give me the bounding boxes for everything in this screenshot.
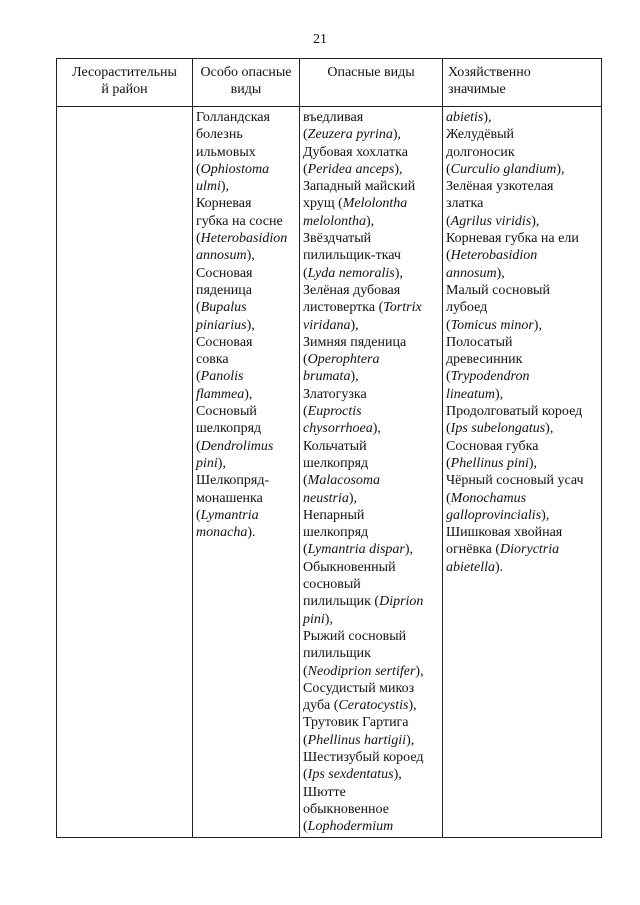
text-segment: долгоносик: [446, 144, 515, 160]
cell-line: [303, 299, 440, 316]
cell-line: [446, 161, 599, 178]
header-forest-region: [57, 59, 193, 107]
latin-name: Ceratocystis: [338, 698, 409, 714]
text-segment: Зелёная дубовая: [303, 282, 401, 298]
text-segment: ),: [531, 213, 540, 229]
latin-name: Heterobasidion: [450, 248, 538, 264]
text-segment: Желудёвый: [446, 127, 514, 143]
cell-line: [196, 161, 297, 178]
latin-name: Euproctis: [307, 404, 362, 420]
text-segment: (: [446, 455, 451, 471]
text-segment: (: [196, 438, 201, 454]
cell-line: [303, 766, 440, 783]
latin-name: Dioryctria: [500, 542, 560, 558]
cell-line: [446, 126, 599, 143]
cell-line: [303, 230, 440, 247]
latin-name: chysorrhoea: [303, 421, 373, 437]
cell-line: [303, 732, 440, 749]
page-number: 21: [313, 32, 327, 47]
cell-line: [303, 784, 440, 801]
text-segment: ),: [372, 421, 381, 437]
text-segment: (: [303, 352, 308, 368]
cell-line: [303, 317, 440, 334]
cell-line: [303, 663, 440, 680]
text-segment: ),: [394, 161, 403, 177]
text-segment: (: [303, 767, 308, 783]
latin-name: Phellinus pini: [450, 455, 529, 471]
cell-line: [196, 524, 297, 541]
text-segment: Зелёная узкотелая: [446, 179, 554, 195]
text-segment: Голландская: [196, 110, 270, 125]
header-line: виды: [230, 82, 262, 98]
text-segment: губка на сосне: [196, 213, 283, 229]
text-segment: ),: [246, 248, 255, 264]
text-segment: (: [446, 248, 451, 264]
cell-line: [303, 178, 440, 195]
text-segment: (: [196, 161, 201, 177]
text-segment: (: [303, 473, 308, 489]
cell-line: [303, 247, 440, 264]
cell-line: [196, 144, 297, 161]
cell-line: [303, 334, 440, 351]
latin-name: Malacosoma: [307, 473, 380, 489]
cell-line: [303, 801, 440, 818]
cell-line: [196, 178, 297, 195]
text-segment: Кольчатый: [303, 438, 367, 454]
latin-name: Agrilus viridis: [450, 213, 532, 229]
cell-line: [303, 576, 440, 593]
text-segment: ),: [415, 663, 424, 679]
latin-name: Phellinus hartigii: [307, 732, 407, 748]
text-segment: Сосновая губка: [446, 438, 539, 454]
text-segment: Полосатый: [446, 334, 513, 350]
latin-name: annosum: [196, 248, 247, 264]
cell-lines: [443, 109, 601, 576]
cell-line: [303, 697, 440, 714]
header-line: Опасные виды: [327, 65, 415, 80]
latin-name: annosum: [446, 265, 497, 281]
text-segment: (: [196, 231, 201, 247]
text-segment: ),: [483, 110, 492, 125]
text-segment: Сосудистый микоз: [303, 680, 415, 696]
cell-line: [446, 144, 599, 161]
text-segment: ),: [220, 179, 230, 195]
cell-line: [446, 299, 599, 316]
latin-name: Peridea anceps: [307, 161, 395, 177]
text-segment: (: [446, 369, 451, 385]
header-line: значимые: [448, 82, 506, 98]
text-segment: пилильщик: [303, 646, 371, 662]
latin-name: Curculio glandium: [450, 161, 557, 177]
text-segment: (: [446, 421, 451, 437]
latin-name: Neodiprion sertifer: [307, 663, 416, 679]
cell-line: [446, 334, 599, 351]
cell-line: [303, 368, 440, 385]
text-segment: Западный майский: [303, 179, 416, 195]
cell-line: [196, 317, 297, 334]
cell-line: [303, 403, 440, 420]
latin-name: neustria: [303, 490, 349, 506]
text-segment: ).: [495, 559, 504, 575]
text-segment: шелкопряд: [303, 525, 369, 541]
species-table: [56, 58, 602, 838]
latin-name: Diprion: [379, 594, 424, 610]
cell-line: [446, 230, 599, 247]
cell-line: [196, 247, 297, 264]
cell-line: [446, 472, 599, 489]
cell-line: [446, 438, 599, 455]
text-segment: Трутовик Гартига: [303, 715, 409, 731]
latin-name: Lymantria: [200, 507, 259, 523]
cell-dangerous: [300, 107, 443, 838]
cell-line: [446, 109, 599, 126]
table-row: [57, 107, 602, 838]
text-segment: ),: [393, 767, 402, 783]
text-segment: (: [303, 265, 308, 281]
cell-line: [446, 524, 599, 541]
latin-name: pini: [196, 455, 218, 471]
text-segment: въедливая: [303, 110, 364, 125]
text-segment: (: [303, 819, 308, 835]
text-segment: Зимняя пяденица: [303, 334, 407, 350]
text-segment: пилильщик (: [303, 594, 380, 610]
text-segment: ),: [394, 265, 403, 281]
cell-line: [196, 230, 297, 247]
text-segment: Обыкновенный: [303, 559, 396, 575]
text-segment: (: [303, 542, 308, 558]
cell-line: [303, 680, 440, 697]
text-segment: (: [303, 404, 308, 420]
cell-forest-region: [57, 107, 193, 838]
latin-name: viridana: [303, 317, 351, 333]
cell-line: [303, 490, 440, 507]
text-segment: Чёрный сосновый усач: [446, 473, 584, 489]
text-segment: (: [196, 300, 201, 316]
text-segment: пяденица: [196, 282, 252, 298]
text-segment: (: [446, 490, 451, 506]
text-segment: (: [303, 663, 308, 679]
latin-name: Tomicus minor: [450, 317, 534, 333]
text-segment: ),: [350, 317, 359, 333]
cell-line: [303, 282, 440, 299]
header-line: й район: [101, 82, 148, 98]
cell-line: [196, 455, 297, 472]
cell-line: [196, 109, 297, 126]
cell-lines: [300, 109, 442, 835]
text-segment: дуба (: [303, 698, 339, 714]
cell-line: [303, 559, 440, 576]
text-segment: Продолговатый короед: [446, 404, 583, 420]
cell-line: [196, 420, 297, 437]
text-segment: шелкопряд: [196, 421, 262, 437]
cell-line: [196, 472, 297, 489]
latin-name: Dendrolimus: [200, 438, 274, 454]
text-segment: пилильщик-ткач: [303, 248, 401, 264]
text-segment: Корневая: [196, 196, 252, 212]
text-segment: (: [196, 507, 201, 523]
cell-line: [303, 351, 440, 368]
cell-line: [446, 317, 599, 334]
latin-name: brumata: [303, 369, 351, 385]
text-segment: обыкновенное: [303, 801, 389, 817]
cell-line: [303, 161, 440, 178]
cell-line: [446, 178, 599, 195]
cell-line: [196, 438, 297, 455]
latin-name: Lymantria dispar: [307, 542, 405, 558]
text-segment: (: [446, 161, 451, 177]
text-segment: ),: [528, 455, 538, 471]
latin-name: flammea: [196, 386, 245, 402]
text-segment: лубоед: [446, 300, 488, 316]
text-segment: совка: [196, 352, 229, 368]
latin-name: monacha: [196, 525, 248, 541]
text-segment: Шелкопряд-: [196, 473, 270, 489]
cell-line: [446, 386, 599, 403]
text-segment: Шютте: [303, 784, 346, 800]
cell-line: [303, 126, 440, 143]
latin-name: Ips subelongatus: [450, 421, 546, 437]
text-segment: ).: [247, 525, 256, 541]
text-segment: Непарный: [303, 507, 365, 523]
text-segment: (: [196, 369, 201, 385]
cell-line: [446, 213, 599, 230]
cell-line: [446, 282, 599, 299]
cell-line: [446, 247, 599, 264]
text-segment: ),: [324, 611, 333, 627]
text-segment: (: [303, 732, 308, 748]
text-segment: златка: [446, 196, 484, 212]
text-segment: Звёздчатый: [303, 231, 372, 247]
text-segment: ),: [217, 455, 226, 471]
latin-name: Ophiostoma: [200, 161, 270, 177]
cell-line: [196, 507, 297, 524]
text-segment: огнёвка (: [446, 542, 501, 558]
text-segment: (: [303, 161, 308, 177]
latin-name: Melolontha: [342, 196, 408, 212]
cell-line: [196, 490, 297, 507]
cell-line: [196, 403, 297, 420]
text-segment: ),: [246, 317, 255, 333]
cell-line: [446, 559, 599, 576]
text-segment: ),: [541, 507, 550, 523]
text-segment: Сосновый: [196, 404, 257, 420]
latin-name: Panolis: [200, 369, 244, 385]
text-segment: ),: [495, 386, 504, 402]
latin-name: Trypodendron: [450, 369, 530, 385]
cell-line: [303, 507, 440, 524]
cell-line: [196, 368, 297, 385]
cell-line: [303, 109, 440, 126]
cell-line: [303, 541, 440, 558]
text-segment: Златогузка: [303, 386, 367, 402]
cell-economically-significant: [443, 107, 602, 838]
latin-name: pini: [303, 611, 325, 627]
latin-name: Ips sexdentatus: [307, 767, 394, 783]
cell-line: [446, 507, 599, 524]
cell-line: [303, 714, 440, 731]
cell-line: [196, 213, 297, 230]
cell-line: [196, 386, 297, 403]
text-segment: Шишковая хвойная: [446, 525, 563, 541]
cell-line: [303, 524, 440, 541]
cell-line: [303, 386, 440, 403]
cell-line: [446, 541, 599, 558]
cell-line: [196, 126, 297, 143]
latin-name: Zeuzera pyrina: [307, 127, 393, 143]
cell-line: [303, 265, 440, 282]
text-segment: Рыжий сосновый: [303, 628, 407, 644]
text-segment: болезнь: [196, 127, 243, 143]
header-line: Лесорастительны: [72, 65, 177, 80]
latin-name: piniarius: [196, 317, 247, 333]
cell-line: [303, 611, 440, 628]
cell-line: [446, 195, 599, 212]
text-segment: сосновый: [303, 577, 361, 593]
latin-name: Heterobasidion: [200, 231, 288, 247]
header-especially-dangerous: [193, 59, 300, 107]
text-segment: Дубовая хохлатка: [303, 144, 408, 160]
text-segment: ),: [496, 265, 505, 281]
cell-line: [196, 195, 297, 212]
cell-line: [303, 645, 440, 662]
text-segment: ),: [350, 369, 359, 385]
text-segment: Шестизубый короед: [303, 749, 424, 765]
latin-name: Lyda nemoralis: [307, 265, 395, 281]
cell-line: [303, 628, 440, 645]
text-segment: (: [303, 127, 308, 143]
header-economically-significant: [443, 59, 602, 107]
latin-name: melolontha: [303, 213, 366, 229]
text-segment: ),: [366, 213, 375, 229]
text-segment: Сосновая: [196, 334, 253, 350]
latin-name: galloprovincialis: [446, 507, 542, 523]
cell-line: [303, 455, 440, 472]
header-line: Особо опасные: [200, 65, 292, 80]
cell-line: [196, 351, 297, 368]
text-segment: Малый сосновый: [446, 282, 550, 298]
cell-line: [303, 213, 440, 230]
table-header-row: [57, 59, 602, 107]
cell-line: [303, 144, 440, 161]
latin-name: Tortrix: [383, 300, 422, 316]
latin-name: abietella: [446, 559, 495, 575]
header-line: Хозяйственно: [448, 65, 531, 80]
text-segment: ),: [244, 386, 253, 402]
cell-line: [446, 420, 599, 437]
cell-line: [303, 438, 440, 455]
latin-name: ulmi: [196, 179, 221, 195]
cell-lines: [193, 109, 299, 541]
text-segment: ),: [408, 698, 417, 714]
text-segment: шелкопряд: [303, 455, 369, 471]
cell-line: [196, 282, 297, 299]
cell-line: [446, 455, 599, 472]
text-segment: монашенка: [196, 490, 263, 506]
latin-name: Monochamus: [450, 490, 527, 506]
text-segment: хрущ (: [303, 196, 343, 212]
text-segment: листовертка (: [303, 300, 384, 316]
text-segment: ),: [545, 421, 554, 437]
text-segment: ),: [406, 732, 415, 748]
cell-line: [446, 368, 599, 385]
header-dangerous: [300, 59, 443, 107]
cell-line: [196, 299, 297, 316]
cell-line: [196, 265, 297, 282]
cell-line: [303, 472, 440, 489]
cell-line: [446, 403, 599, 420]
cell-especially-dangerous: [193, 107, 300, 838]
cell-line: [303, 195, 440, 212]
text-segment: (: [446, 317, 451, 333]
latin-name: lineatum: [446, 386, 495, 402]
cell-line: [446, 265, 599, 282]
latin-name: Operophtera: [307, 352, 380, 368]
cell-line: [303, 749, 440, 766]
text-segment: ),: [392, 127, 402, 143]
cell-line: [303, 420, 440, 437]
text-segment: Корневая губка на ели: [446, 231, 579, 247]
text-segment: ),: [533, 317, 542, 333]
latin-name: abietis: [446, 110, 484, 125]
text-segment: Сосновая: [196, 265, 253, 281]
cell-line: [303, 593, 440, 610]
cell-line: [196, 334, 297, 351]
text-segment: ),: [404, 542, 414, 558]
text-segment: ильмовых: [196, 144, 256, 160]
cell-line: [446, 490, 599, 507]
text-segment: (: [446, 213, 451, 229]
latin-name: Lophodermium: [307, 819, 394, 835]
cell-line: [446, 351, 599, 368]
latin-name: Bupalus: [200, 300, 247, 316]
text-segment: ),: [348, 490, 358, 506]
text-segment: ),: [556, 161, 565, 177]
cell-line: [303, 818, 440, 835]
text-segment: древесинник: [446, 352, 523, 368]
